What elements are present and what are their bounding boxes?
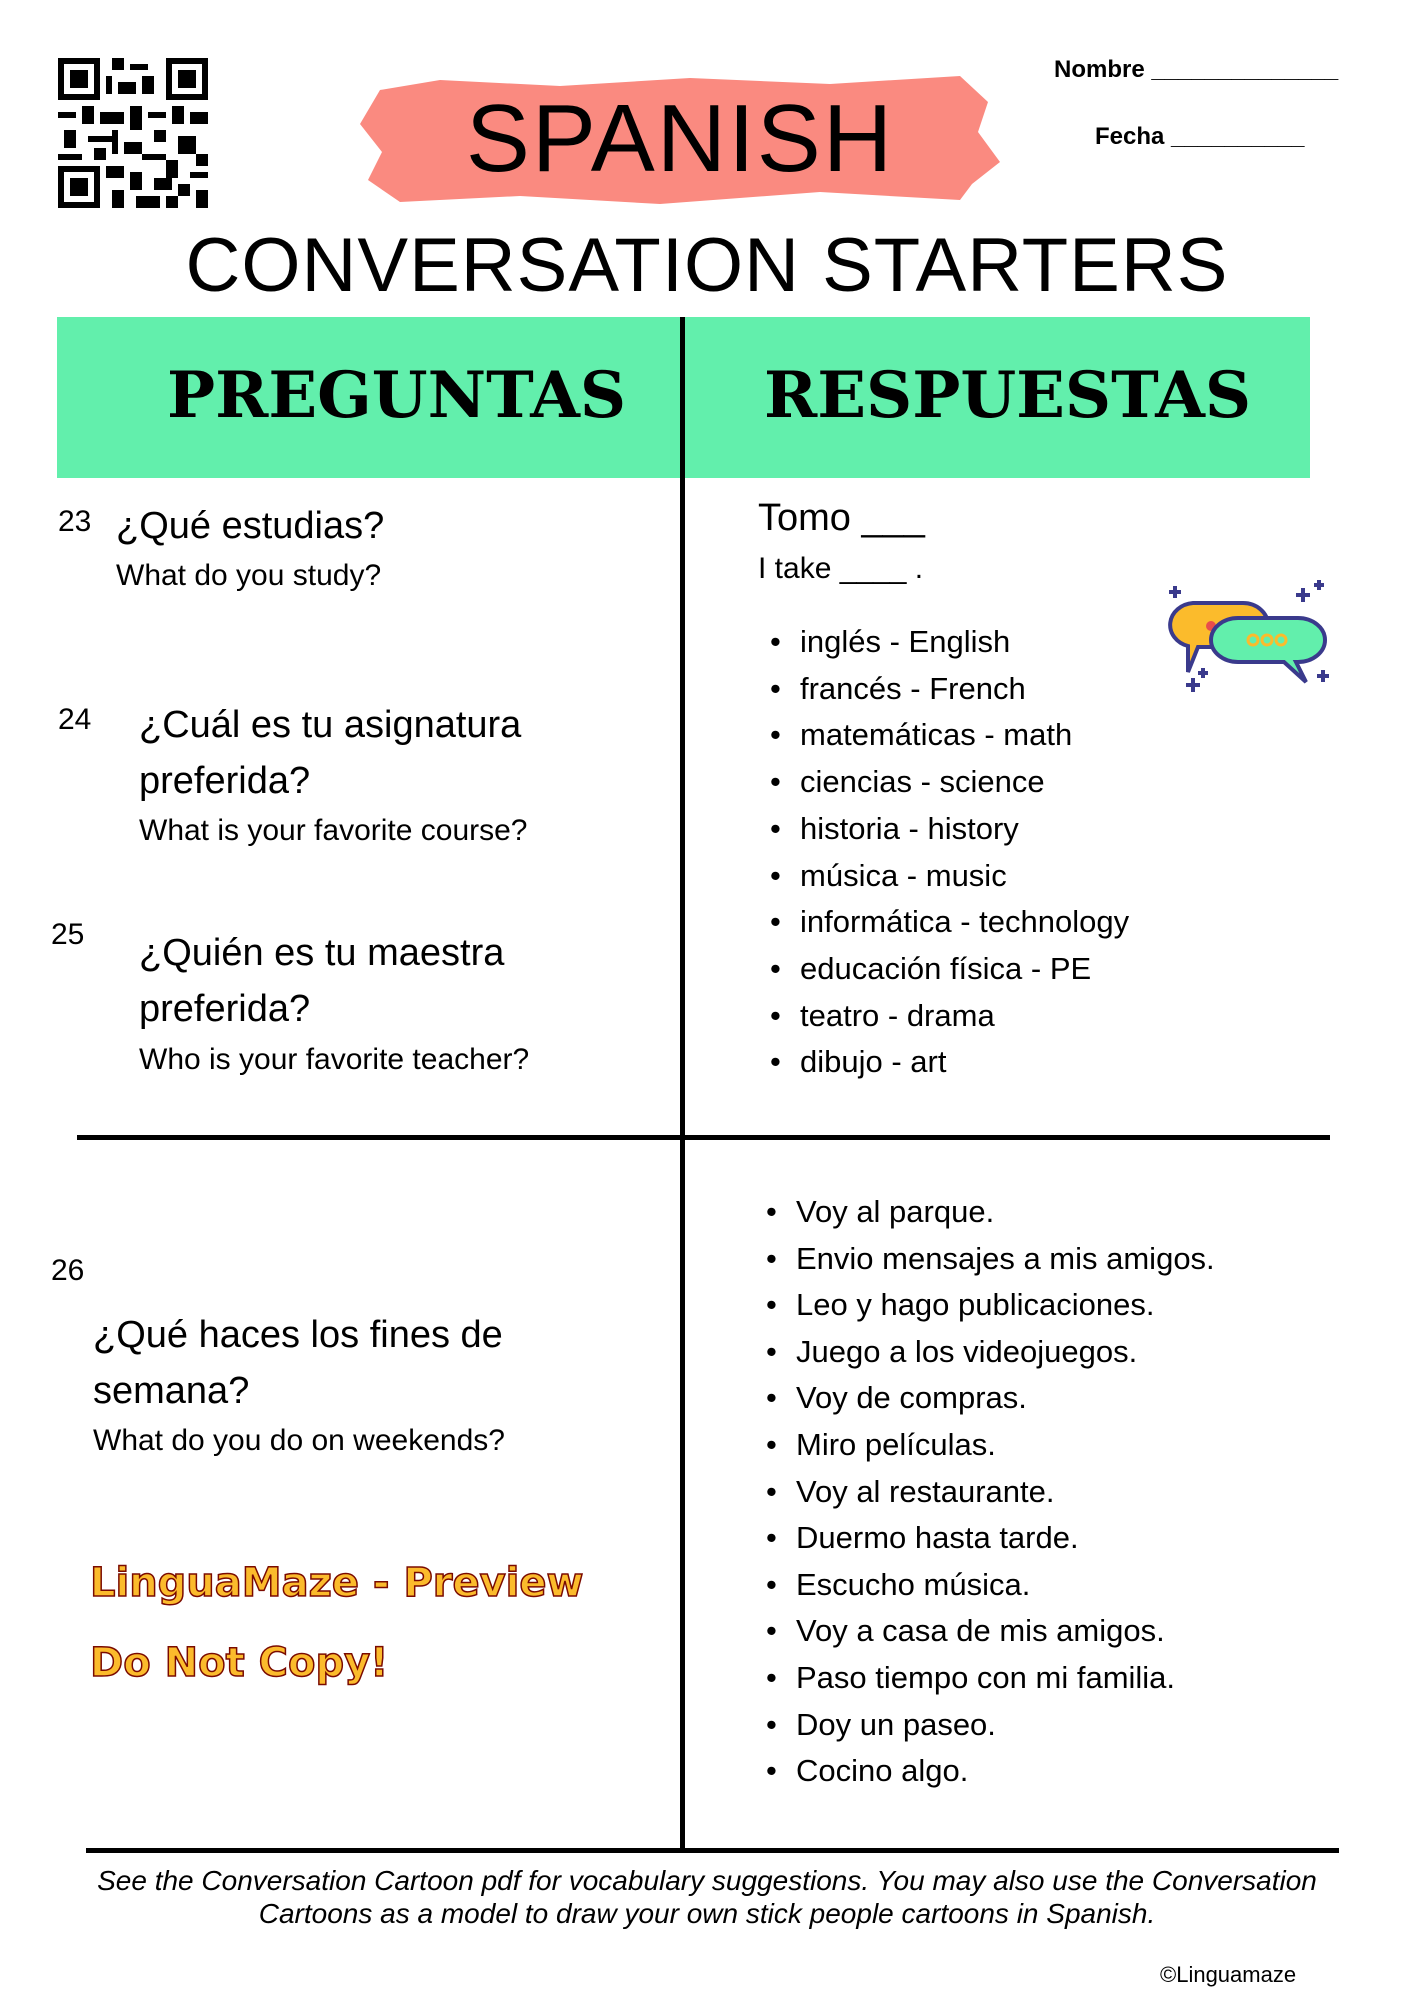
list-item: • Envio mensajes a mis amigos. [796,1241,1215,1277]
footer-note: See the Conversation Cartoon pdf for vocabulary suggestions. You may also use the Conversation Cartoons as a model to draw your own stick people cartoons in Spanish. [97,1865,1317,1929]
list-item: • Escucho música. [796,1567,1030,1603]
chat-bubbles-icon [1163,578,1333,708]
list-item: • Miro películas. [796,1427,996,1463]
list-item: • Cocino algo. [796,1753,968,1789]
question-translation: What do you study? [116,559,382,592]
list-item: • Voy de compras. [796,1380,1027,1416]
worksheet-subtitle: CONVERSATION STARTERS [185,223,1229,308]
list-item: • dibujo - art [800,1044,946,1080]
list-item: • Leo y hago publicaciones. [796,1287,1154,1323]
list-item: • Voy al restaurante. [796,1474,1055,1510]
column-header-respuestas: RESPUESTAS [764,358,1252,433]
list-item: • música - music [800,858,1007,894]
question-text: ¿Cuál es tu asignatura [139,704,522,746]
name-field[interactable]: Nombre ______________ [1054,56,1339,83]
answer-template: Tomo ___ [758,497,925,539]
list-item: • Doy un paseo. [796,1707,996,1743]
list-item: • Juego a los videojuegos. [796,1334,1137,1370]
list-item: • educación física - PE [800,951,1091,987]
horizontal-divider [77,1135,1330,1140]
question-number: 23 [58,505,92,538]
question-text: preferida? [139,760,311,802]
question-text: preferida? [139,988,311,1030]
list-item: • Paso tiempo con mi familia. [796,1660,1175,1696]
column-header-preguntas: PREGUNTAS [167,358,627,433]
list-item: • Duermo hasta tarde. [796,1520,1079,1556]
question-translation: What do you do on weekends? [93,1424,505,1457]
question-translation: What is your favorite course? [139,814,528,847]
question-number: 26 [51,1254,85,1287]
list-item: • teatro - drama [800,998,995,1034]
question-number: 24 [58,703,92,736]
list-item: • inglés - English [800,624,1010,660]
question-text: ¿Qué estudias? [116,505,385,547]
vertical-divider [680,317,685,1852]
qr-code [58,58,208,208]
list-item: • historia - history [800,811,1019,847]
answer-template-translation: I take ____ . [758,552,924,585]
list-item: • francés - French [800,671,1026,707]
date-field[interactable]: Fecha __________ [1095,123,1305,150]
question-text: ¿Quién es tu maestra [139,932,505,974]
question-translation: Who is your favorite teacher? [139,1043,530,1076]
question-text: ¿Qué haces los fines de [93,1314,503,1356]
list-item: • informática - technology [800,904,1129,940]
list-item: • Voy a casa de mis amigos. [796,1613,1165,1649]
worksheet-title: SPANISH [465,85,895,192]
watermark-line-2: Do Not Copy! [90,1640,389,1686]
copyright: ©Linguamaze [1160,1962,1297,1987]
question-text: semana? [93,1370,250,1412]
question-number: 25 [51,918,85,951]
list-item: • ciencias - science [800,764,1045,800]
watermark-line-1: LinguaMaze - Preview [90,1560,584,1606]
list-item: • Voy al parque. [796,1194,994,1230]
bottom-divider [86,1848,1339,1853]
list-item: • matemáticas - math [800,717,1072,753]
